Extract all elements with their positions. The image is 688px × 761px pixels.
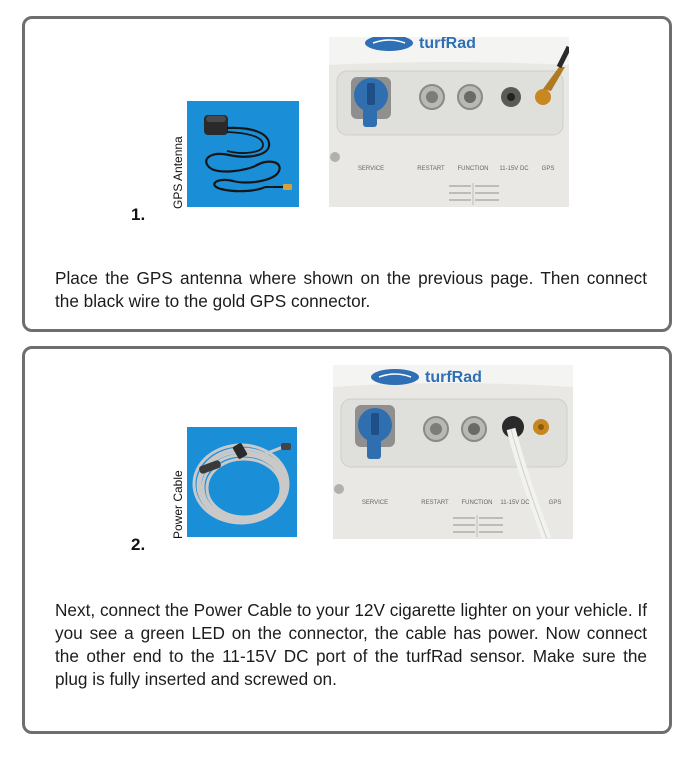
item-label: GPS Antenna [171, 136, 185, 209]
port-label: RESTART [421, 500, 449, 506]
step-2-card [22, 346, 672, 734]
item-label: Power Cable [171, 470, 185, 539]
port-label: GPS [541, 166, 555, 172]
power-cable-image [187, 427, 297, 537]
brand-name: turfRad [425, 369, 482, 386]
port-label: RESTART [417, 166, 445, 172]
power-cable-photo [187, 427, 297, 537]
turfrad-logo-icon [371, 369, 419, 385]
port-label: SERVICE [361, 500, 389, 506]
step-1-card [22, 16, 672, 332]
gps-antenna-photo [187, 101, 299, 207]
port-label: 11-15V DC [499, 166, 529, 172]
device-panel-photo [329, 37, 569, 207]
step-number: 1. [131, 205, 146, 224]
port-label: FUNCTION [461, 500, 493, 506]
step-number: 2. [131, 535, 146, 554]
port-label: 11-15V DC [500, 500, 530, 506]
port-label: SERVICE [357, 166, 385, 172]
brand-name: turfRad [419, 37, 476, 52]
gps-antenna-image [187, 101, 299, 207]
port-label: FUNCTION [457, 166, 489, 172]
port-label: GPS [548, 500, 562, 506]
device-panel-image [333, 365, 573, 539]
step-instruction: Place the GPS antenna where shown on the previous page. Then connect the black wire to the gold GPS connector. [55, 268, 647, 311]
device-panel-image [329, 37, 569, 207]
step-instruction: Next, connect the Power Cable to your 12V cigarette lighter on your vehicle. If you see a green LED on the connector, the cable has power. Now connect the other end to the 11-15V DC port of the turfRad sensor. Make sure the plug is fully inserted and screwed on. [55, 600, 647, 689]
device-panel-photo [333, 365, 573, 539]
